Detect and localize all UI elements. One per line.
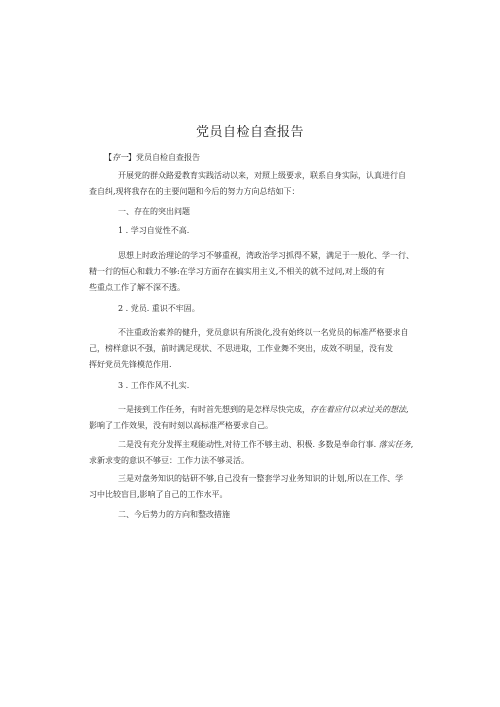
item1-body-line-3: 些重点工作了解不深不透。	[89, 283, 185, 292]
sub-heading	[104, 153, 200, 163]
item2-body-line-3: 挥好党员先锋模范作用.	[89, 360, 172, 369]
item3-para2-line-1-tail: ,	[410, 440, 414, 449]
item-heading-1: 1 . 学习自觉性不高.	[118, 226, 190, 235]
item3-para3-line-1: 三是对盘务知识的钻研不够,自己没有一整套学习业务知识的计划,所以在工作、学	[118, 474, 404, 483]
item3-para1-line-1-italic: 存在着应付以求过关的想法	[310, 405, 406, 414]
item3-para2-line-2: 求新求变的意识不够豆：工作力法不够灵活。	[89, 456, 249, 465]
section-heading-1: 一、存在的突出问题	[118, 207, 190, 216]
item2-body-line-1: 不注重政治素养的健升，党员意识有所淡化,没有始终以一名党员的标准严格要求自	[118, 328, 409, 337]
intro-line-1: 开展党的群众路爱教育实践活动以来，对照上级要求，联系自身实际，认真进行自	[118, 171, 406, 180]
item3-para1-line-1-text: 一是接到工作任务，有时首先想到的是怎样尽快完成，	[118, 405, 310, 414]
item1-body-line-1: 思想上时政治理论的学习不够重视，湾政治学习抓得不紧，满足于一般化、学一行、	[118, 251, 414, 260]
sub-heading-close-bracket: 】	[128, 153, 136, 162]
item2-body-line-2: 己，榜样意识不强，前时满足现状、不思进取，工作业舞不突出，成效不明显，没有发	[89, 344, 393, 353]
item3-para2-line-1-italic: 落实任务	[378, 440, 411, 449]
item3-para3-line-2: 习中比较盲目,影响了自己的工作水平。	[89, 490, 228, 499]
item3-para1-line-1-tail: ,	[406, 405, 409, 414]
intro-line-2: 查自纠,现将我存在的主要问题和今后的努力方向总结如下：	[89, 187, 300, 196]
item3-para2-line-1-text: 二是没有充分发挥主观能动性,对待工作不够主动、积极. 多数是奉命行事.	[118, 440, 379, 449]
item3-para1-line-2: 影响了工作效果，没有时刻以高标准严格要求自己。	[89, 421, 273, 430]
item1-body-line-2: 精一行的恒心和载力不够:在学习方面存在搞实用主义,不相关的就不过问,对上级的有	[89, 267, 385, 276]
item3-para1-line-1	[118, 405, 409, 415]
item3-para2-line-1	[118, 440, 413, 450]
item-heading-2: 2 . 党员. 重识不牢固。	[118, 304, 200, 313]
item-heading-3: 3 . 工作作风不扎实.	[118, 381, 190, 390]
sub-heading-open-bracket: 【	[104, 153, 112, 162]
sub-heading-tag: 存一	[112, 153, 128, 162]
section-heading-2: 二、今后势力的方向和整改措施	[118, 510, 230, 519]
page-title: 党员自检自查报告	[195, 125, 304, 140]
sub-heading-text: 党员自检自查报告	[136, 153, 200, 162]
